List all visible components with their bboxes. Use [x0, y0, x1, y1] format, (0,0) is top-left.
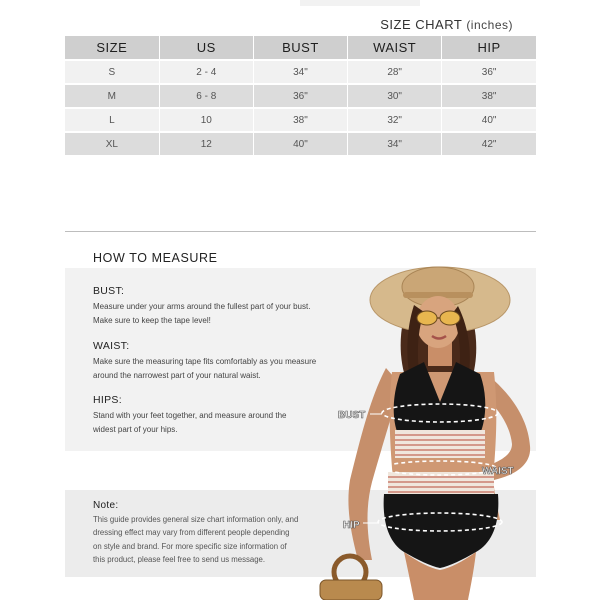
bikini-bottom [384, 494, 499, 568]
table-cell: 34" [253, 60, 347, 84]
table-cell: 32" [348, 108, 442, 132]
table-cell: XL [65, 132, 159, 155]
size-chart-unit: (inches) [466, 18, 513, 32]
how-to-measure-title: HOW TO MEASURE [93, 251, 218, 265]
hip-label: HIP [343, 520, 360, 531]
table-cell: S [65, 60, 159, 84]
hips-heading: HIPS: [93, 394, 122, 406]
bust-line-2: Make sure to keep the tape level! [93, 316, 211, 325]
hips-line-1: Stand with your feet together, and measure around the [93, 411, 287, 420]
waist-label: WAIST [482, 466, 514, 477]
column-header-us: US [159, 36, 253, 60]
note-line-4: this product, please feel free to send us message. [93, 555, 266, 565]
note-line-2: dressing effect may vary from different people depending [93, 528, 290, 538]
table-cell: 40" [442, 108, 536, 132]
bust-line-1: Measure under your arms around the fullest part of your bust. [93, 302, 311, 311]
waist-line-2: around the narrowest part of your natural waist. [93, 371, 261, 380]
waist-line-1: Make sure the measuring tape fits comfortably as you measure [93, 357, 317, 366]
table-cell: 36" [442, 60, 536, 84]
table-cell: 6 - 8 [159, 84, 253, 108]
table-cell: 28" [348, 60, 442, 84]
table-cell: M [65, 84, 159, 108]
table-cell: 34" [348, 132, 442, 155]
rattan-bag [320, 580, 382, 600]
note-line-1: This guide provides general size chart information only, and [93, 515, 299, 524]
top-band [395, 430, 485, 458]
note-line-3: on style and brand. For more specific size information of [93, 541, 287, 551]
column-header-hip: HIP [442, 36, 536, 60]
waist-heading: WAIST: [93, 340, 130, 352]
sunglasses-lens-left [417, 311, 437, 325]
note-heading: Note: [93, 500, 119, 511]
column-header-waist: WAIST [348, 36, 442, 60]
column-header-bust: BUST [253, 36, 347, 60]
table-cell: 38" [442, 84, 536, 108]
table-cell: 36" [253, 84, 347, 108]
column-header-size: SIZE [65, 36, 159, 60]
hips-line-2: widest part of your hips. [93, 425, 178, 434]
table-cell: 40" [253, 132, 347, 155]
table-cell: 42" [442, 132, 536, 155]
bust-label: BUST [338, 410, 366, 421]
table-cell: 10 [159, 108, 253, 132]
table-cell: 2 - 4 [159, 60, 253, 84]
size-chart-title-text: SIZE CHART [380, 17, 463, 32]
table-cell: L [65, 108, 159, 132]
bust-heading: BUST: [93, 285, 125, 297]
table-cell: 12 [159, 132, 253, 155]
sunglasses-lens-right [440, 311, 460, 325]
table-cell: 30" [348, 84, 442, 108]
table-cell: 38" [253, 108, 347, 132]
